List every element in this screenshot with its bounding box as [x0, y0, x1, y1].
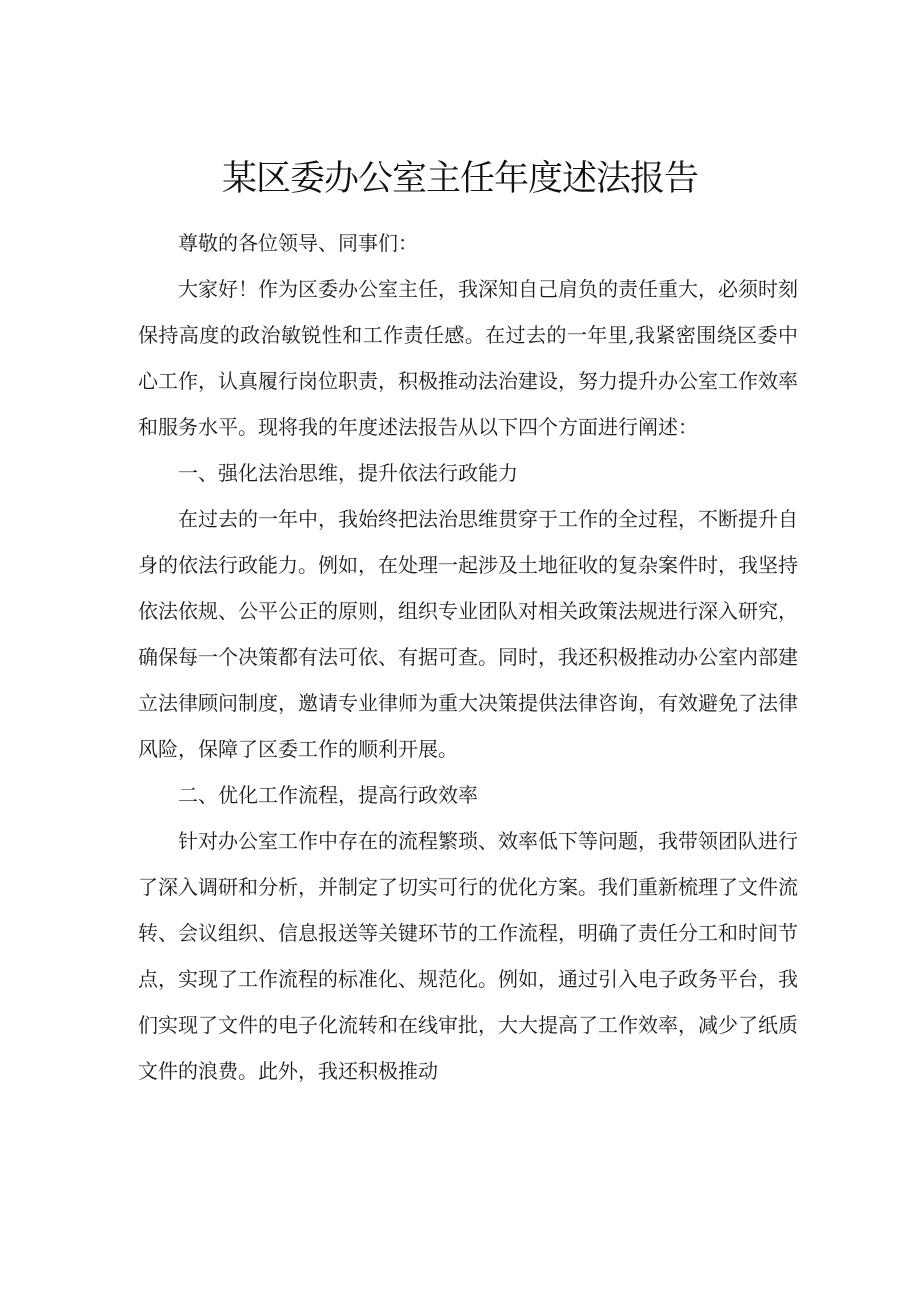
document-body — [138, 220, 798, 1094]
section-body-1: 在过去的一年中，我始终把法治思维贯穿于工作的全过程，不断提升自身的依法行政能力。例如，在处理一起涉及土地征收的复杂案件时，我坚持依法依规、公平公正的原则，组织专业团队对相关政策法规进行深入研究，确保每一个决策都有法可依、有据可查。同时，我还积极推动办公室内部建立法律顾问制度，邀请专业律师为重大决策提供法律咨询，有效避免了法律风险，保障了区委工作的顺利开展。 — [138, 507, 798, 761]
document-title: 某区委办公室主任年度述法报告 — [221, 159, 698, 199]
section-body-2: 针对办公室工作中存在的流程繁琐、效率低下等问题，我带领团队进行了深入调研和分析，并制定了切实可行的优化方案。我们重新梳理了文件流转、会议组织、信息报送等关键环节的工作流程，明确了责任分工和时间节点，实现了工作流程的标准化、规范化。例如，通过引入电子政务平台，我们实现了文件的电子化流转和在线审批，大大提高了工作效率，减少了纸质文件的浪费。此外，我还积极推动 — [138, 829, 798, 1083]
section-heading-2: 二、优化工作流程，提高行政效率 — [178, 783, 478, 807]
section-heading-1: 一、强化法治思维，提升依法行政能力 — [178, 461, 518, 485]
salutation: 尊敬的各位领导、同事们： — [178, 231, 418, 255]
intro-paragraph: 大家好！作为区委办公室主任，我深知自己肩负的责任重大，必须时刻保持高度的政治敏锐性和工作责任感。在过去的一年里,我紧密围绕区委中心工作，认真履行岗位职责，积极推动法治建设，努力提升办公室工作效率和服务水平。现将我的年度述法报告从以下四个方面进行阐述： — [138, 277, 798, 439]
